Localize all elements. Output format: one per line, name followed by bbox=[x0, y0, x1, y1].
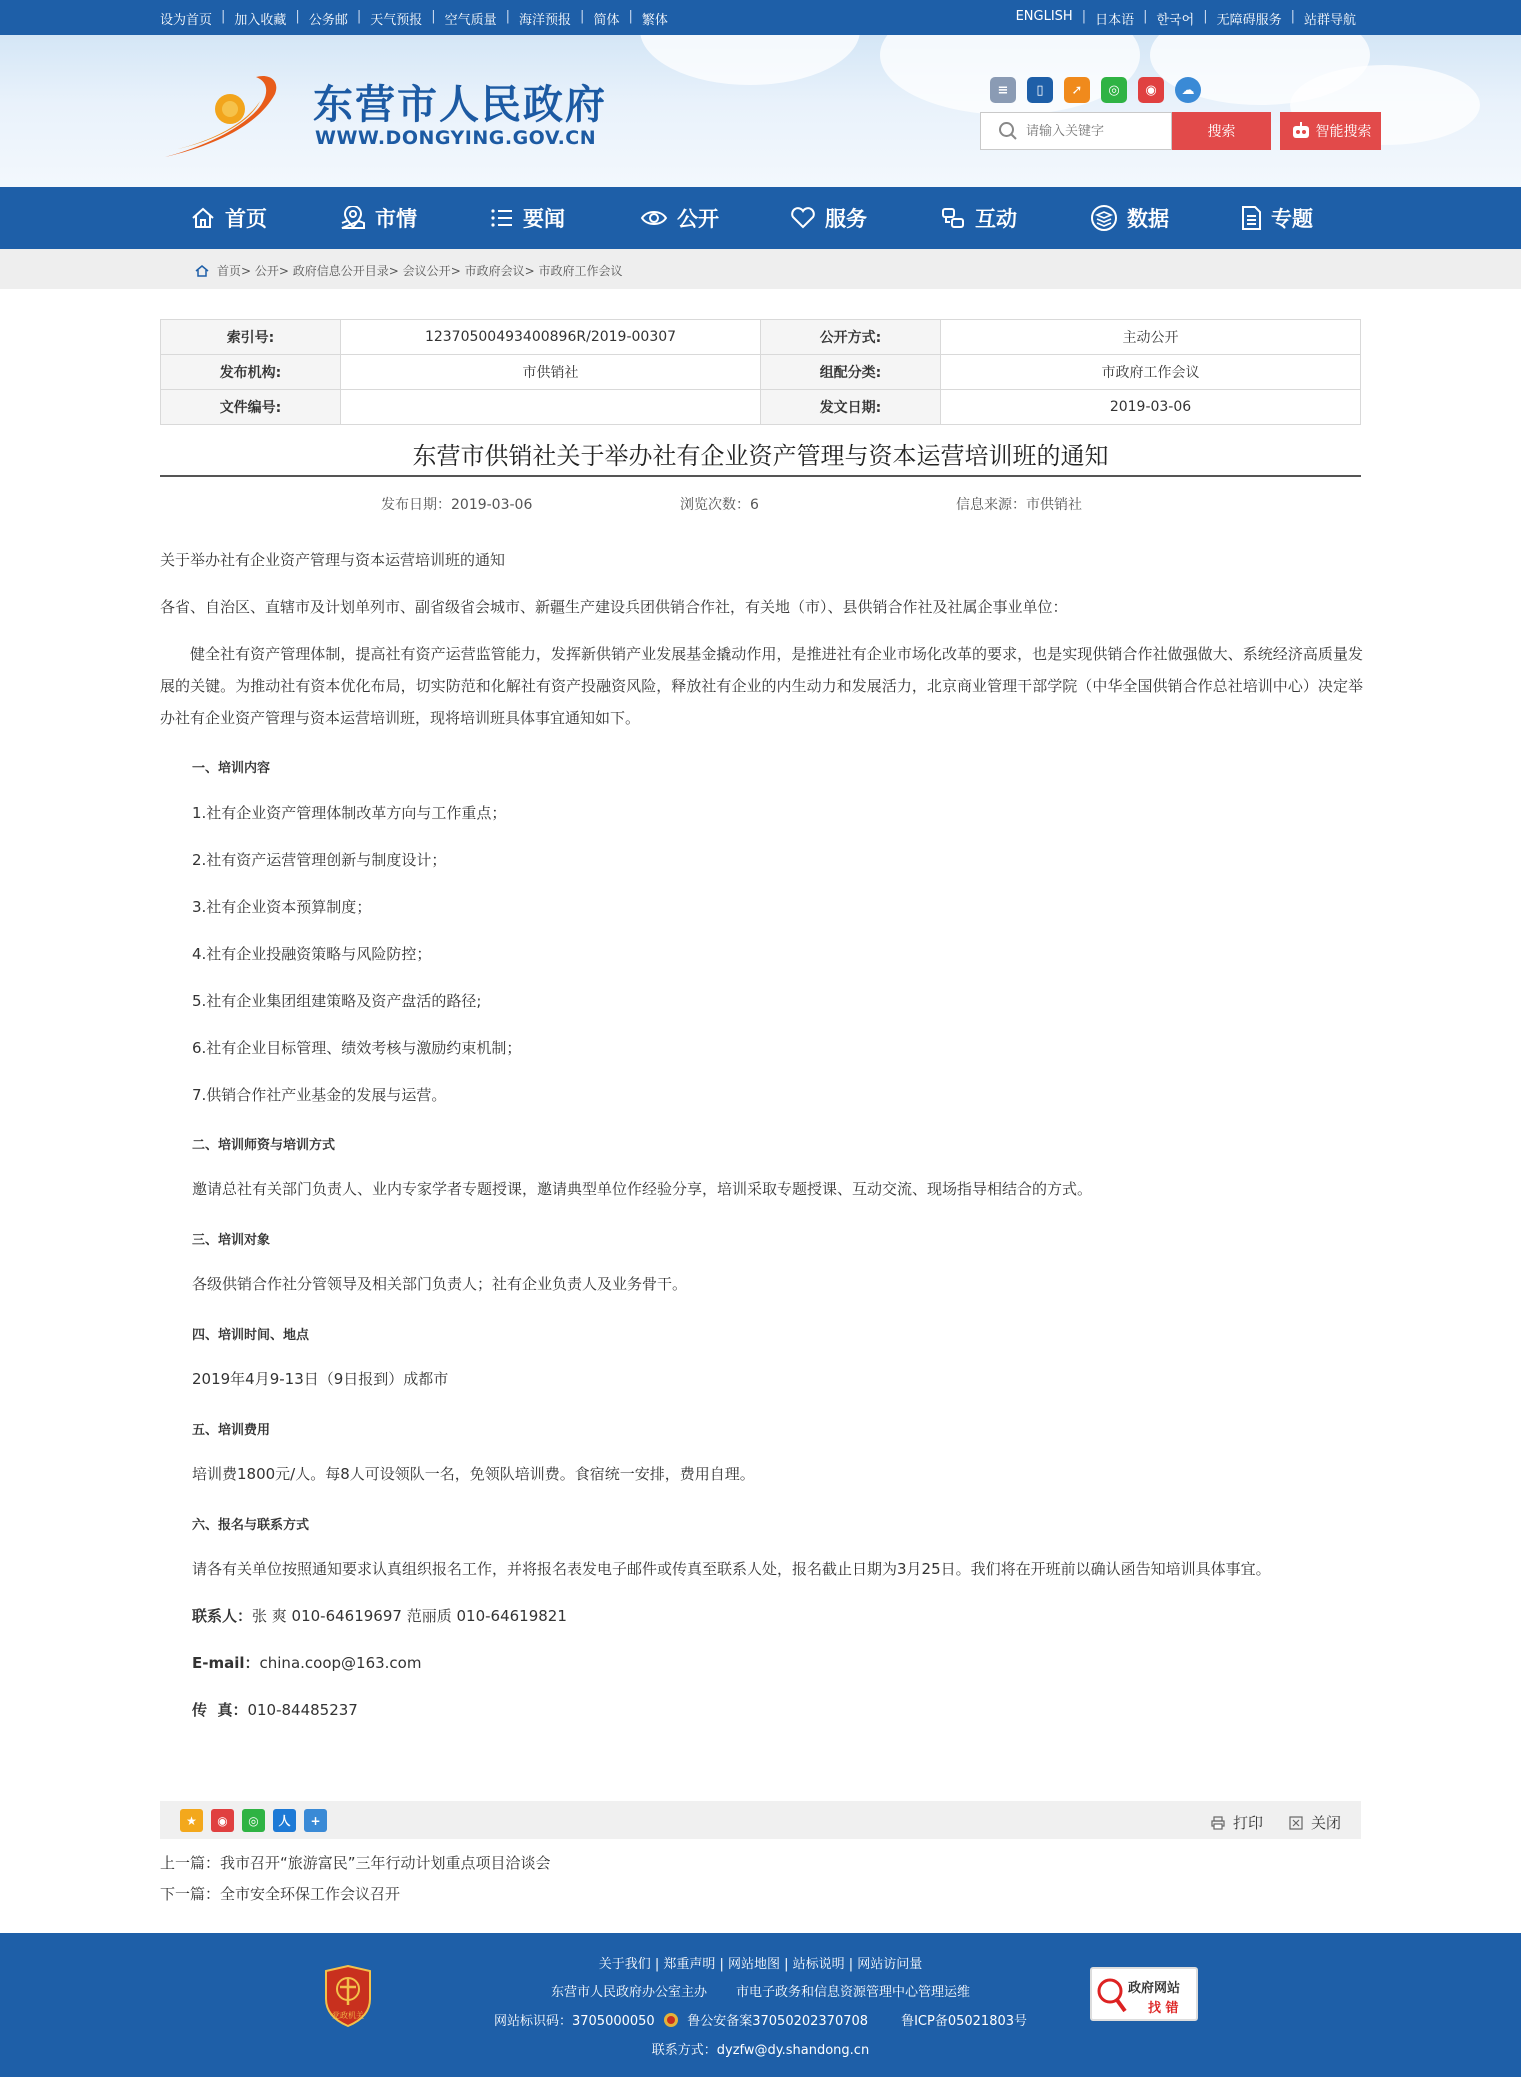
nav-city[interactable]: 市情 bbox=[340, 187, 417, 249]
category-value: 市政府工作会议 bbox=[941, 355, 1361, 390]
site-name: 东营市人民政府 bbox=[313, 82, 607, 128]
top-links-left: 设为首页 | 加入收藏 | 公务邮 | 天气预报 | 空气质量 | 海洋预报 | 简体 | 繁体 bbox=[160, 9, 668, 28]
index-label: 索引号: bbox=[161, 320, 341, 355]
magnifier-icon bbox=[1096, 1975, 1128, 2015]
search-icon bbox=[998, 121, 1018, 141]
section-text: 各级供销合作社分管领导及相关部门负责人；社有企业负责人及业务骨干。 bbox=[192, 1275, 688, 1293]
doc-no-label: 文件编号: bbox=[161, 390, 341, 425]
layers-icon bbox=[1090, 204, 1118, 232]
search-button[interactable]: 搜索 bbox=[1172, 112, 1271, 150]
share-icons bbox=[180, 1809, 327, 1832]
print-label: 打印 bbox=[1232, 1814, 1263, 1832]
nav-news[interactable]: 要闻 bbox=[490, 187, 565, 249]
breadcrumb-work-meeting[interactable]: 市政府工作会议 bbox=[538, 264, 623, 278]
list-item: 6.社有企业目标管理、绩效考核与激励约束机制； bbox=[192, 1039, 522, 1057]
breadcrumb-home[interactable]: 首页 bbox=[217, 264, 242, 278]
section-heading: 三、培训对象 bbox=[192, 1233, 271, 1248]
interaction-icon bbox=[940, 206, 966, 230]
title-divider bbox=[160, 475, 1361, 477]
list-item: 4.社有企业投融资策略与风险防控； bbox=[192, 945, 432, 963]
mobile-icon[interactable]: ▯ bbox=[1027, 77, 1053, 103]
close-icon bbox=[1289, 1816, 1303, 1830]
meta-table bbox=[160, 319, 1361, 425]
issue-date-value: 2019-03-06 bbox=[941, 390, 1361, 425]
footer-host: 东营市人民政府办公室主办 bbox=[551, 1985, 708, 2000]
contact-line bbox=[192, 1605, 567, 1626]
site-group-link[interactable]: 站群导航 bbox=[1303, 13, 1356, 28]
prev-article-link[interactable]: 上一篇：我市召开“旅游富民”三年行动计划重点项目洽谈会 bbox=[160, 1854, 551, 1872]
footer-operator: 市电子政务和信息资源管理中心管理运维 bbox=[735, 1985, 970, 2000]
footer-links[interactable]: 关于我们 | 郑重声明 | 网站地图 | 站标说明 | 网站访问量 bbox=[598, 1957, 923, 1972]
article-title: 东营市供销社关于举办社有企业资产管理与资本运营培训班的通知 bbox=[412, 442, 1109, 470]
qzone-share-icon[interactable]: ★ bbox=[180, 1809, 203, 1832]
issue-date-label: 发文日期: bbox=[761, 390, 941, 425]
simplified-link[interactable]: 简体 bbox=[593, 13, 620, 28]
nav-data[interactable]: 数据 bbox=[1090, 187, 1169, 249]
newspaper-icon[interactable]: ≡ bbox=[990, 77, 1016, 103]
nav-topics[interactable]: 专题 bbox=[1240, 187, 1313, 249]
english-link[interactable]: ENGLISH bbox=[1015, 9, 1073, 24]
breadcrumb-catalog[interactable]: 政府信息公开目录 bbox=[292, 264, 389, 278]
nav-open[interactable]: 公开 bbox=[640, 187, 719, 249]
email-value: china.coop@163.com bbox=[259, 1654, 422, 1672]
home-icon bbox=[190, 206, 216, 230]
contact-value: 张 爽 010-64619697 范丽质 010-64619821 bbox=[252, 1607, 567, 1625]
social-icons bbox=[990, 77, 1201, 103]
police-badge-icon bbox=[663, 2012, 679, 2028]
table-row bbox=[161, 355, 1361, 390]
table-row bbox=[161, 390, 1361, 425]
nav-interaction[interactable]: 互动 bbox=[940, 187, 1017, 249]
smart-search-button[interactable] bbox=[1280, 112, 1381, 150]
set-homepage-link[interactable]: 设为首页 bbox=[160, 13, 213, 28]
footer-host-line bbox=[0, 1981, 1521, 2000]
section-heading: 二、培训师资与培训方式 bbox=[192, 1138, 336, 1153]
publish-date: 发布日期：2019-03-06 bbox=[381, 497, 533, 513]
weibo-icon[interactable]: ◉ bbox=[1138, 77, 1164, 103]
official-mail-link[interactable]: 公务邮 bbox=[308, 13, 348, 28]
view-count: 浏览次数：6 bbox=[680, 497, 759, 513]
breadcrumb-city-meeting[interactable]: 市政府会议 bbox=[464, 264, 525, 278]
svg-text:党政机关: 党政机关 bbox=[332, 2011, 364, 2020]
traditional-link[interactable]: 繁体 bbox=[641, 13, 668, 28]
close-label: 关闭 bbox=[1310, 1814, 1341, 1832]
section-heading: 六、报名与联系方式 bbox=[192, 1518, 310, 1533]
section-text: 邀请总社有关部门负责人、业内专家学者专题授课，邀请典型单位作经验分享，培训采取专题授课、互动交流、现场指导相结合的方式。 bbox=[192, 1180, 1093, 1198]
publisher-value: 市供销社 bbox=[341, 355, 761, 390]
nav-service[interactable]: 服务 bbox=[790, 187, 867, 249]
weather-link[interactable]: 天气预报 bbox=[370, 13, 423, 28]
printer-icon bbox=[1211, 1816, 1225, 1830]
footer-police-record[interactable]: 鲁公安备案37050202370708 bbox=[687, 2014, 869, 2029]
eye-icon bbox=[640, 207, 668, 229]
fax-line bbox=[192, 1699, 358, 1720]
index-value: 12370500493400896R/2019-00307 bbox=[341, 320, 761, 355]
search-box[interactable] bbox=[980, 112, 1172, 150]
site-logo-icon[interactable] bbox=[160, 69, 290, 163]
email-line bbox=[192, 1652, 421, 1673]
list-item: 3.社有企业资本预算制度； bbox=[192, 898, 372, 916]
doc-no-value bbox=[341, 390, 761, 425]
list-item: 5.社有企业集团组建策略及资产盘活的路径; bbox=[192, 992, 482, 1010]
accessibility-link[interactable]: 无障碍服务 bbox=[1216, 13, 1282, 28]
section-heading: 四、培训时间、地点 bbox=[192, 1328, 310, 1343]
home-icon bbox=[195, 265, 209, 277]
service-icon[interactable]: ☁ bbox=[1175, 77, 1201, 103]
section-text: 2019年4月9-13日（9日报到）成都市 bbox=[192, 1370, 449, 1388]
japanese-link[interactable]: 日本语 bbox=[1095, 13, 1135, 28]
wechat-icon[interactable]: ◎ bbox=[1101, 77, 1127, 103]
footer-site-code: 网站标识码：3705000050 bbox=[493, 2014, 655, 2029]
share-bar bbox=[160, 1801, 1361, 1839]
article-subtitle: 关于举办社有企业资产管理与资本运营培训班的通知 bbox=[160, 551, 506, 569]
report-error-line1: 政府网站 bbox=[1128, 1981, 1181, 1996]
main-nav bbox=[0, 187, 1521, 249]
section-text: 培训费1800元/人。每8人可设领队一名，免领队培训费。食宿统一安排，费用自理。 bbox=[192, 1465, 755, 1483]
open-mode-label: 公开方式: bbox=[761, 320, 941, 355]
footer-records-line bbox=[0, 2010, 1521, 2029]
contact-label: 联系人： bbox=[192, 1607, 253, 1625]
table-row bbox=[161, 320, 1361, 355]
list-icon bbox=[490, 207, 514, 229]
category-label: 组配分类: bbox=[761, 355, 941, 390]
map-icon bbox=[340, 206, 366, 230]
footer-contact: 联系方式：dyzfw@dy.shandong.cn bbox=[651, 2043, 870, 2058]
air-quality-link[interactable]: 空气质量 bbox=[444, 13, 497, 28]
fax-value: 010-84485237 bbox=[247, 1701, 358, 1719]
site-url: WWW.DONGYING.GOV.CN bbox=[315, 127, 597, 149]
ocean-forecast-link[interactable]: 海洋预报 bbox=[519, 13, 572, 28]
section-heading: 一、培训内容 bbox=[192, 761, 271, 776]
section-text: 请各有关单位按照通知要求认真组织报名工作，并将报名表发电子邮件或传真至联系人处，报名截止日期为3月25日。我们将在开班前以确认函告知培训具体事宜。 bbox=[192, 1560, 1271, 1578]
top-links-right: ENGLISH | 日本语 | 한국어 | 无障碍服务 | 站群导航 bbox=[1015, 9, 1356, 28]
top-bar bbox=[0, 0, 1521, 35]
header bbox=[0, 35, 1521, 187]
list-item: 2.社有资产运营管理创新与制度设计； bbox=[192, 851, 447, 869]
korean-link[interactable]: 한국어 bbox=[1156, 13, 1195, 28]
close-button[interactable] bbox=[1289, 1812, 1341, 1833]
footer bbox=[0, 1933, 1521, 2077]
email-label: E-mail： bbox=[192, 1654, 260, 1672]
smart-search-label: 智能搜索 bbox=[1315, 124, 1372, 140]
nav-home[interactable]: 首页 bbox=[190, 187, 267, 249]
breadcrumb-meeting-open[interactable]: 会议公开 bbox=[402, 264, 451, 278]
publisher-label: 发布机构: bbox=[161, 355, 341, 390]
breadcrumb-open[interactable]: 公开 bbox=[254, 264, 279, 278]
wechat-share-icon[interactable]: ◎ bbox=[242, 1809, 265, 1832]
document-icon bbox=[1240, 205, 1262, 231]
add-favorite-link[interactable]: 加入收藏 bbox=[234, 13, 287, 28]
fax-label: 传 真： bbox=[192, 1701, 248, 1719]
footer-icp[interactable]: 鲁ICP备05021803号 bbox=[901, 2014, 1028, 2029]
next-article-link[interactable]: 下一篇：全市安全环保工作会议召开 bbox=[160, 1885, 401, 1903]
heart-icon bbox=[790, 206, 816, 230]
report-error-badge[interactable] bbox=[1090, 1967, 1198, 2021]
breadcrumb: 首页 > 公开 > 政府信息公开目录 > 会议公开 > 市政府会议 > 市政府工作会议 bbox=[0, 249, 1521, 289]
renren-share-icon[interactable]: 人 bbox=[273, 1809, 296, 1832]
article-intro: 健全社有资产管理体制，提高社有资产运营监管能力，发挥新供销产业发展基金撬动作用，是推进社有企业市场化改革的要求，也是实现供销合作社做强做大、系统经济高质量发展的关键。为推动社有资本优化布局，切实防范和化解社有资产投融资风险，释放社有企业的内生动力和发展活力，北京商业管理干部学院（中华全国供销合作总社培训中心）决定举办社有企业资产管理与资本运营培训班，现将培训班具体事宜通知如下。 bbox=[160, 645, 1363, 727]
app-logo-icon[interactable]: ➚ bbox=[1064, 77, 1090, 103]
article-addressee: 各省、自治区、直辖市及计划单列市、副省级省会城市、新疆生产建设兵团供销合作社，有关地（市）、县供销合作社及社属企事业单位： bbox=[160, 598, 1068, 616]
robot-icon bbox=[1290, 121, 1312, 141]
report-error-line2: 找 错 bbox=[1148, 2001, 1179, 2016]
info-source: 信息来源：市供销社 bbox=[956, 497, 1082, 513]
more-share-icon[interactable]: + bbox=[304, 1809, 327, 1832]
weibo-share-icon[interactable]: ◉ bbox=[211, 1809, 234, 1832]
list-item: 1.社有企业资产管理体制改革方向与工作重点； bbox=[192, 804, 507, 822]
list-item: 7.供销合作社产业基金的发展与运营。 bbox=[192, 1086, 447, 1104]
section-heading: 五、培训费用 bbox=[192, 1423, 271, 1438]
open-mode-value: 主动公开 bbox=[941, 320, 1361, 355]
search-input[interactable] bbox=[1026, 124, 1156, 139]
print-button[interactable] bbox=[1211, 1812, 1263, 1833]
